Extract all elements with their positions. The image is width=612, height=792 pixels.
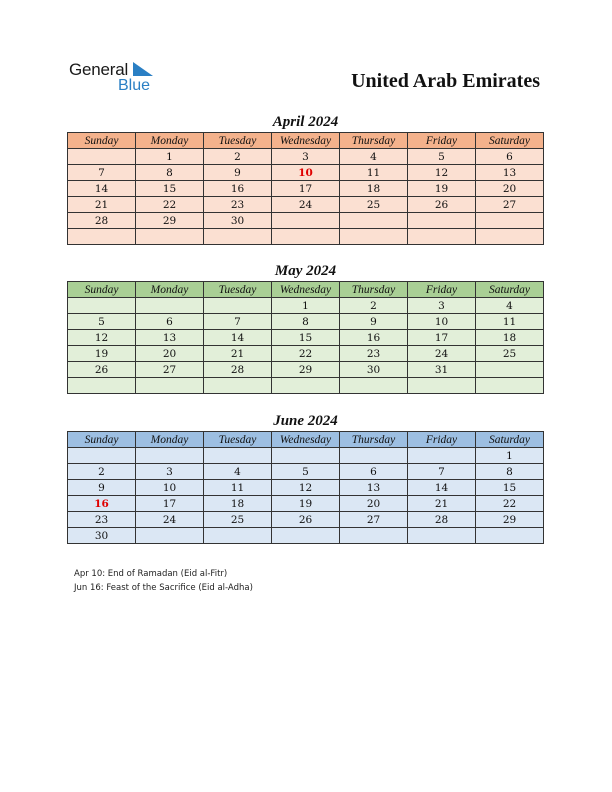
week-row <box>68 197 544 213</box>
weekday-header: Tuesday <box>204 432 272 448</box>
day-cell <box>408 448 476 464</box>
day-cell: 30 <box>204 213 272 229</box>
day-cell <box>136 229 204 245</box>
day-cell: 9 <box>204 165 272 181</box>
day-cell: 23 <box>68 512 136 528</box>
weekday-header: Saturday <box>476 432 544 448</box>
day-cell: 21 <box>68 197 136 213</box>
day-cell: 2 <box>68 464 136 480</box>
week-row <box>68 448 544 464</box>
day-cell <box>408 229 476 245</box>
day-cell: 3 <box>408 298 476 314</box>
weekday-header: Thursday <box>340 282 408 298</box>
day-cell <box>272 229 340 245</box>
day-cell: 7 <box>68 165 136 181</box>
day-cell: 27 <box>136 362 204 378</box>
month-title: May 2024 <box>274 263 337 279</box>
week-row <box>68 165 544 181</box>
weekday-header: Friday <box>408 133 476 149</box>
day-cell <box>204 298 272 314</box>
day-cell: 5 <box>68 314 136 330</box>
weekday-header: Sunday <box>68 432 136 448</box>
weekday-header-row <box>68 282 544 298</box>
day-cell: 9 <box>340 314 408 330</box>
day-cell <box>136 298 204 314</box>
calendar-table <box>67 431 544 544</box>
day-cell: 8 <box>136 165 204 181</box>
day-cell: 29 <box>136 213 204 229</box>
day-cell: 13 <box>136 330 204 346</box>
day-cell <box>340 448 408 464</box>
holiday-day-cell: 16 <box>68 496 136 512</box>
day-cell <box>272 528 340 544</box>
day-cell <box>204 378 272 394</box>
day-cell: 22 <box>476 496 544 512</box>
day-cell: 13 <box>476 165 544 181</box>
week-row <box>68 346 544 362</box>
day-cell <box>272 448 340 464</box>
weekday-header: Saturday <box>476 133 544 149</box>
weekday-header: Friday <box>408 432 476 448</box>
weekday-header: Sunday <box>68 133 136 149</box>
week-row <box>68 330 544 346</box>
day-cell: 26 <box>68 362 136 378</box>
weekday-header: Friday <box>408 282 476 298</box>
day-cell <box>136 378 204 394</box>
day-cell: 2 <box>204 149 272 165</box>
day-cell: 26 <box>408 197 476 213</box>
day-cell <box>272 213 340 229</box>
week-row <box>68 298 544 314</box>
day-cell: 3 <box>272 149 340 165</box>
country-title: United Arab Emirates <box>351 70 540 92</box>
month-june <box>67 411 544 544</box>
day-cell <box>68 448 136 464</box>
holiday-notes <box>74 567 253 595</box>
week-row <box>68 314 544 330</box>
weekday-header-row <box>68 432 544 448</box>
day-cell <box>68 378 136 394</box>
day-cell <box>408 528 476 544</box>
day-cell: 27 <box>476 197 544 213</box>
day-cell <box>476 362 544 378</box>
month-april <box>67 112 544 245</box>
day-cell: 24 <box>272 197 340 213</box>
week-row <box>68 480 544 496</box>
day-cell: 7 <box>408 464 476 480</box>
month-may <box>67 261 544 394</box>
holiday-day-cell: 10 <box>272 165 340 181</box>
day-cell <box>408 213 476 229</box>
weekday-header: Thursday <box>340 432 408 448</box>
day-cell <box>272 378 340 394</box>
day-cell: 30 <box>340 362 408 378</box>
day-cell: 2 <box>340 298 408 314</box>
weekday-header: Monday <box>136 133 204 149</box>
day-cell: 31 <box>408 362 476 378</box>
weekday-header: Sunday <box>68 282 136 298</box>
logo-general-text: General <box>69 60 129 79</box>
day-cell: 11 <box>340 165 408 181</box>
logo-blue-text: Blue <box>118 77 151 94</box>
logo <box>69 60 169 96</box>
day-cell: 20 <box>136 346 204 362</box>
day-cell: 5 <box>272 464 340 480</box>
day-cell <box>136 448 204 464</box>
day-cell: 23 <box>204 197 272 213</box>
day-cell: 12 <box>272 480 340 496</box>
holiday-note: Jun 16: Feast of the Sacrifice (Eid al-Adha) <box>74 583 253 593</box>
day-cell: 19 <box>408 181 476 197</box>
day-cell: 15 <box>136 181 204 197</box>
day-cell <box>340 229 408 245</box>
week-row <box>68 229 544 245</box>
day-cell: 22 <box>136 197 204 213</box>
day-cell: 4 <box>204 464 272 480</box>
weekday-header: Thursday <box>340 133 408 149</box>
day-cell <box>340 528 408 544</box>
day-cell: 6 <box>476 149 544 165</box>
day-cell: 3 <box>136 464 204 480</box>
day-cell: 15 <box>272 330 340 346</box>
day-cell: 29 <box>476 512 544 528</box>
day-cell: 22 <box>272 346 340 362</box>
day-cell: 11 <box>476 314 544 330</box>
day-cell: 13 <box>340 480 408 496</box>
day-cell: 21 <box>408 496 476 512</box>
day-cell: 30 <box>68 528 136 544</box>
day-cell: 5 <box>408 149 476 165</box>
day-cell <box>204 448 272 464</box>
week-row <box>68 496 544 512</box>
calendar-table <box>67 281 544 394</box>
day-cell: 6 <box>136 314 204 330</box>
day-cell: 8 <box>272 314 340 330</box>
day-cell: 1 <box>272 298 340 314</box>
day-cell: 12 <box>68 330 136 346</box>
day-cell <box>476 229 544 245</box>
weekday-header-row <box>68 133 544 149</box>
day-cell: 10 <box>136 480 204 496</box>
day-cell: 23 <box>340 346 408 362</box>
day-cell <box>408 378 476 394</box>
day-cell: 17 <box>272 181 340 197</box>
week-row <box>68 149 544 165</box>
day-cell: 21 <box>204 346 272 362</box>
day-cell: 29 <box>272 362 340 378</box>
day-cell <box>204 229 272 245</box>
day-cell: 10 <box>408 314 476 330</box>
day-cell <box>476 528 544 544</box>
day-cell: 11 <box>204 480 272 496</box>
week-row <box>68 378 544 394</box>
day-cell: 12 <box>408 165 476 181</box>
day-cell <box>68 229 136 245</box>
weekday-header: Tuesday <box>204 282 272 298</box>
day-cell <box>204 528 272 544</box>
day-cell: 4 <box>476 298 544 314</box>
day-cell: 20 <box>476 181 544 197</box>
day-cell: 16 <box>204 181 272 197</box>
day-cell: 8 <box>476 464 544 480</box>
day-cell <box>136 528 204 544</box>
week-row <box>68 464 544 480</box>
day-cell: 27 <box>340 512 408 528</box>
weekday-header: Monday <box>136 432 204 448</box>
day-cell: 25 <box>204 512 272 528</box>
day-cell: 19 <box>68 346 136 362</box>
day-cell: 19 <box>272 496 340 512</box>
weekday-header: Wednesday <box>272 432 340 448</box>
week-row <box>68 528 544 544</box>
day-cell: 15 <box>476 480 544 496</box>
day-cell <box>68 298 136 314</box>
day-cell: 14 <box>68 181 136 197</box>
weekday-header: Tuesday <box>204 133 272 149</box>
weekday-header: Monday <box>136 282 204 298</box>
day-cell: 1 <box>476 448 544 464</box>
day-cell: 14 <box>204 330 272 346</box>
day-cell: 18 <box>204 496 272 512</box>
day-cell <box>340 378 408 394</box>
day-cell <box>476 213 544 229</box>
day-cell: 25 <box>476 346 544 362</box>
day-cell: 17 <box>136 496 204 512</box>
week-row <box>68 512 544 528</box>
weekday-header: Wednesday <box>272 133 340 149</box>
day-cell: 4 <box>340 149 408 165</box>
day-cell: 28 <box>204 362 272 378</box>
holiday-note: Apr 10: End of Ramadan (Eid al-Fitr) <box>74 569 228 579</box>
day-cell: 25 <box>340 197 408 213</box>
day-cell: 16 <box>340 330 408 346</box>
day-cell: 26 <box>272 512 340 528</box>
day-cell: 14 <box>408 480 476 496</box>
week-row <box>68 362 544 378</box>
calendar-table <box>67 132 544 245</box>
weekday-header: Wednesday <box>272 282 340 298</box>
day-cell <box>476 378 544 394</box>
weekday-header: Saturday <box>476 282 544 298</box>
day-cell: 18 <box>340 181 408 197</box>
month-title: April 2024 <box>272 114 339 130</box>
day-cell: 9 <box>68 480 136 496</box>
week-row <box>68 213 544 229</box>
day-cell: 24 <box>408 346 476 362</box>
day-cell: 28 <box>408 512 476 528</box>
week-row <box>68 181 544 197</box>
day-cell: 17 <box>408 330 476 346</box>
logo-triangle-icon <box>133 62 153 76</box>
day-cell <box>68 149 136 165</box>
day-cell: 20 <box>340 496 408 512</box>
day-cell: 24 <box>136 512 204 528</box>
day-cell: 18 <box>476 330 544 346</box>
day-cell: 7 <box>204 314 272 330</box>
day-cell: 28 <box>68 213 136 229</box>
day-cell <box>340 213 408 229</box>
day-cell: 6 <box>340 464 408 480</box>
day-cell: 1 <box>136 149 204 165</box>
month-title: June 2024 <box>273 413 338 429</box>
